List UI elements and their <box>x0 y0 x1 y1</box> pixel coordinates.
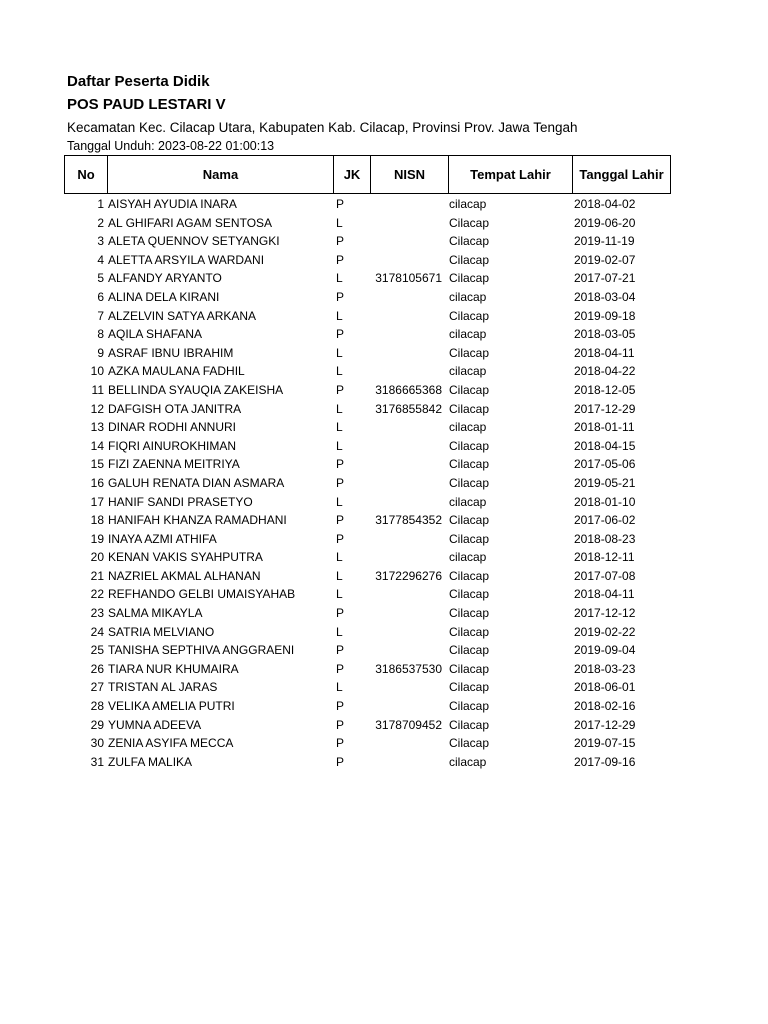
cell-no: 7 <box>97 308 104 323</box>
cell-tanggal-lahir: 2019-09-18 <box>574 308 636 323</box>
cell-jk: L <box>336 624 343 639</box>
cell-jk: P <box>336 513 345 528</box>
cell-jk: P <box>336 327 345 342</box>
cell-nama: GALUH RENATA DIAN ASMARA <box>108 475 285 490</box>
cell-no: 19 <box>90 531 104 546</box>
cell-tanggal-lahir: 2018-01-10 <box>574 494 636 509</box>
table-row <box>64 418 671 437</box>
cell-nama: VELIKA AMELIA PUTRI <box>108 699 235 714</box>
cell-tempat-lahir: Cilacap <box>449 661 490 676</box>
table-row <box>64 307 671 326</box>
cell-jk: P <box>336 382 345 397</box>
cell-tempat-lahir: Cilacap <box>449 345 490 360</box>
cell-tempat-lahir: Cilacap <box>449 308 490 323</box>
table-row <box>64 548 671 567</box>
cell-nama: AQILA SHAFANA <box>108 327 203 342</box>
cell-nama: ZENIA ASYIFA MECCA <box>108 736 234 751</box>
cell-nama: AISYAH AYUDIA INARA <box>108 197 237 211</box>
cell-nama: FIZI ZAENNA MEITRIYA <box>108 457 240 472</box>
table-row <box>64 678 671 697</box>
cell-no: 23 <box>90 606 104 621</box>
table-row <box>64 214 671 233</box>
cell-tanggal-lahir: 2018-12-11 <box>574 550 635 565</box>
cell-nama: ALETA QUENNOV SETYANGKI <box>108 234 280 249</box>
cell-nama: DAFGISH OTA JANITRA <box>108 401 242 416</box>
table-row <box>64 325 671 344</box>
cell-nama: ASRAF IBNU IBRAHIM <box>108 345 234 360</box>
cell-tanggal-lahir: 2018-12-05 <box>574 382 636 397</box>
cell-tempat-lahir: Cilacap <box>449 531 490 546</box>
cell-jk: P <box>336 736 345 751</box>
cell-tanggal-lahir: 2017-12-29 <box>574 401 636 416</box>
cell-tempat-lahir: Cilacap <box>449 215 490 230</box>
cell-tempat-lahir: Cilacap <box>449 252 490 267</box>
cell-tempat-lahir: cilacap <box>449 550 487 565</box>
table-row <box>64 232 671 251</box>
cell-no: 17 <box>90 494 104 509</box>
cell-no: 27 <box>90 680 104 695</box>
cell-no: 30 <box>90 736 104 751</box>
cell-tempat-lahir: cilacap <box>449 420 487 435</box>
cell-tanggal-lahir: 2017-06-02 <box>574 513 636 528</box>
cell-jk: P <box>336 531 345 546</box>
cell-tanggal-lahir: 2017-07-21 <box>574 271 636 286</box>
table-row <box>64 623 671 642</box>
column-header-jk: JK <box>343 167 361 182</box>
table-row <box>64 697 671 716</box>
cell-no: 12 <box>90 401 104 416</box>
table-row <box>64 716 671 735</box>
cell-tanggal-lahir: 2019-02-22 <box>574 624 636 639</box>
cell-no: 20 <box>90 550 104 565</box>
cell-jk: P <box>336 699 345 714</box>
cell-tempat-lahir: Cilacap <box>449 568 490 583</box>
cell-jk: L <box>336 308 343 323</box>
cell-no: 28 <box>90 699 104 714</box>
cell-nama: BELLINDA SYAUQIA ZAKEISHA <box>108 382 284 397</box>
cell-tempat-lahir: Cilacap <box>449 680 490 695</box>
table-row <box>64 511 671 530</box>
cell-jk: L <box>336 587 343 602</box>
cell-tempat-lahir: Cilacap <box>449 699 490 714</box>
cell-jk: P <box>336 289 345 304</box>
cell-jk: P <box>336 252 345 267</box>
cell-jk: L <box>336 680 343 695</box>
cell-nama: DINAR RODHI ANNURI <box>108 420 237 435</box>
cell-nama: ALZELVIN SATYA ARKANA <box>108 308 257 323</box>
cell-nama: TANISHA SEPTHIVA ANGGRAENI <box>108 643 295 658</box>
cell-no: 31 <box>90 754 104 769</box>
cell-no: 16 <box>90 475 104 490</box>
cell-jk: L <box>336 364 343 379</box>
cell-no: 1 <box>97 197 104 211</box>
cell-tempat-lahir: Cilacap <box>449 457 490 472</box>
cell-nama: REFHANDO GELBI UMAISYAHAB <box>108 587 296 602</box>
cell-no: 15 <box>90 457 104 472</box>
cell-tanggal-lahir: 2018-02-16 <box>574 699 636 714</box>
cell-no: 6 <box>97 289 104 304</box>
table-row <box>64 251 671 270</box>
table-row <box>64 381 671 400</box>
school-name: POS PAUD LESTARI V <box>67 96 226 113</box>
cell-nisn: 3186537530 <box>375 661 442 676</box>
cell-jk: P <box>336 606 345 621</box>
cell-tempat-lahir: Cilacap <box>449 513 490 528</box>
cell-tanggal-lahir: 2019-09-04 <box>574 643 636 658</box>
cell-tanggal-lahir: 2018-03-04 <box>574 289 636 304</box>
cell-nama: AZKA MAULANA FADHIL <box>108 364 245 379</box>
cell-no: 11 <box>91 382 104 397</box>
cell-jk: L <box>336 550 343 565</box>
cell-jk: P <box>336 643 345 658</box>
cell-tempat-lahir: Cilacap <box>449 382 490 397</box>
table-row <box>64 604 671 623</box>
cell-nama: KENAN VAKIS SYAHPUTRA <box>108 550 263 565</box>
cell-no: 5 <box>97 271 104 286</box>
table-header <box>64 155 671 194</box>
cell-jk: L <box>336 271 343 286</box>
table-row <box>64 660 671 679</box>
cell-nama: TIARA NUR KHUMAIRA <box>108 661 239 676</box>
location-line: Kecamatan Kec. Cilacap Utara, Kabupaten Kab. Cilacap, Provinsi Prov. Jawa Tengah <box>67 120 578 135</box>
cell-tanggal-lahir: 2019-07-15 <box>574 736 636 751</box>
table-row <box>64 455 671 474</box>
cell-tempat-lahir: cilacap <box>449 197 487 211</box>
cell-tempat-lahir: Cilacap <box>449 438 490 453</box>
cell-tanggal-lahir: 2018-04-22 <box>574 364 636 379</box>
cell-no: 21 <box>90 568 104 583</box>
cell-no: 13 <box>90 420 104 435</box>
cell-no: 8 <box>97 327 104 342</box>
cell-tempat-lahir: Cilacap <box>449 271 490 286</box>
cell-tanggal-lahir: 2019-05-21 <box>574 475 636 490</box>
table-row <box>64 734 671 753</box>
cell-nisn: 3178105671 <box>375 271 442 286</box>
column-header-tempat-lahir: Tempat Lahir <box>470 167 551 182</box>
cell-nama: HANIF SANDI PRASETYO <box>108 494 253 509</box>
cell-no: 10 <box>90 364 104 379</box>
cell-nisn: 3178709452 <box>375 717 442 732</box>
cell-no: 4 <box>97 252 104 267</box>
cell-tempat-lahir: Cilacap <box>449 234 490 249</box>
cell-tempat-lahir: Cilacap <box>449 587 490 602</box>
cell-tanggal-lahir: 2018-04-11 <box>574 587 635 602</box>
cell-tempat-lahir: cilacap <box>449 364 487 379</box>
cell-tempat-lahir: Cilacap <box>449 717 490 732</box>
cell-tempat-lahir: Cilacap <box>449 475 490 490</box>
table-row <box>64 530 671 549</box>
cell-nama: ALINA DELA KIRANI <box>108 289 220 304</box>
cell-nama: FIQRI AINUROKHIMAN <box>108 438 237 453</box>
table-row <box>64 269 671 288</box>
cell-jk: L <box>336 401 343 416</box>
cell-tempat-lahir: cilacap <box>449 289 487 304</box>
column-header-no: No <box>77 167 95 182</box>
cell-jk: P <box>336 234 345 249</box>
cell-nama: TRISTAN AL JARAS <box>108 680 218 695</box>
cell-tempat-lahir: Cilacap <box>449 606 490 621</box>
table-row <box>64 567 671 586</box>
table-row <box>64 288 671 307</box>
column-header-nama: Nama <box>202 167 239 182</box>
cell-nama: ZULFA MALIKA <box>108 754 193 769</box>
cell-no: 26 <box>90 661 104 676</box>
cell-tanggal-lahir: 2017-09-16 <box>574 754 636 769</box>
table-row <box>64 344 671 363</box>
cell-tempat-lahir: cilacap <box>449 494 487 509</box>
cell-tanggal-lahir: 2017-07-08 <box>574 568 636 583</box>
table-row <box>64 362 671 381</box>
column-header-tanggal-lahir: Tanggal Lahir <box>579 167 664 182</box>
cell-nisn: 3177854352 <box>375 513 442 528</box>
cell-jk: L <box>336 215 343 230</box>
cell-nama: HANIFAH KHANZA RAMADHANI <box>108 513 287 528</box>
cell-no: 25 <box>90 643 104 658</box>
cell-nama: NAZRIEL AKMAL ALHANAN <box>108 568 261 583</box>
table-row <box>64 195 671 214</box>
cell-tempat-lahir: Cilacap <box>449 401 490 416</box>
cell-tempat-lahir: Cilacap <box>449 736 490 751</box>
cell-jk: L <box>336 345 343 360</box>
table-row <box>64 585 671 604</box>
cell-jk: L <box>336 420 343 435</box>
cell-tempat-lahir: cilacap <box>449 327 487 342</box>
student-table-body <box>64 195 671 771</box>
table-row <box>64 400 671 419</box>
cell-tanggal-lahir: 2018-04-02 <box>574 197 636 211</box>
cell-nama: YUMNA ADEEVA <box>108 717 202 732</box>
cell-tanggal-lahir: 2019-11-19 <box>574 234 635 249</box>
cell-tanggal-lahir: 2018-04-15 <box>574 438 636 453</box>
table-row <box>64 753 671 772</box>
cell-no: 9 <box>97 345 104 360</box>
cell-jk: L <box>336 438 343 453</box>
cell-tanggal-lahir: 2018-03-23 <box>574 661 636 676</box>
cell-no: 14 <box>90 438 104 453</box>
cell-tanggal-lahir: 2018-03-05 <box>574 327 636 342</box>
cell-tanggal-lahir: 2018-08-23 <box>574 531 636 546</box>
cell-tanggal-lahir: 2018-04-11 <box>574 345 635 360</box>
cell-no: 3 <box>97 234 104 249</box>
cell-jk: L <box>336 568 343 583</box>
cell-nisn: 3186665368 <box>375 382 442 397</box>
cell-no: 2 <box>97 215 104 230</box>
download-date: Tanggal Unduh: 2023-08-22 01:00:13 <box>67 139 275 153</box>
cell-tanggal-lahir: 2017-05-06 <box>574 457 636 472</box>
cell-jk: P <box>336 197 345 211</box>
table-row <box>64 437 671 456</box>
cell-tanggal-lahir: 2017-12-29 <box>574 717 636 732</box>
cell-tanggal-lahir: 2019-02-07 <box>574 252 636 267</box>
cell-tempat-lahir: Cilacap <box>449 643 490 658</box>
cell-nama: AL GHIFARI AGAM SENTOSA <box>108 215 273 230</box>
table-row <box>64 641 671 660</box>
cell-jk: P <box>336 717 345 732</box>
cell-no: 22 <box>90 587 104 602</box>
cell-no: 18 <box>90 513 104 528</box>
cell-tempat-lahir: Cilacap <box>449 624 490 639</box>
cell-tanggal-lahir: 2018-01-11 <box>574 420 635 435</box>
cell-jk: P <box>336 661 345 676</box>
cell-no: 29 <box>90 717 104 732</box>
cell-tanggal-lahir: 2018-06-01 <box>574 680 636 695</box>
cell-jk: P <box>336 457 345 472</box>
cell-tanggal-lahir: 2019-06-20 <box>574 215 636 230</box>
cell-nisn: 3176855842 <box>375 401 442 416</box>
cell-nama: ALETTA ARSYILA WARDANI <box>108 252 265 267</box>
table-row <box>64 474 671 493</box>
cell-tempat-lahir: cilacap <box>449 754 487 769</box>
cell-nisn: 3172296276 <box>375 568 442 583</box>
table-row <box>64 493 671 512</box>
cell-jk: L <box>336 494 343 509</box>
cell-nama: SATRIA MELVIANO <box>108 624 215 639</box>
cell-tanggal-lahir: 2017-12-12 <box>574 606 636 621</box>
cell-nama: INAYA AZMI ATHIFA <box>108 531 217 546</box>
column-header-nisn: NISN <box>393 167 426 182</box>
cell-jk: P <box>336 754 345 769</box>
cell-nama: ALFANDY ARYANTO <box>108 271 222 286</box>
cell-nama: SALMA MIKAYLA <box>108 606 203 621</box>
cell-no: 24 <box>90 624 104 639</box>
cell-jk: P <box>336 475 345 490</box>
document-title: Daftar Peserta Didik <box>67 73 210 90</box>
